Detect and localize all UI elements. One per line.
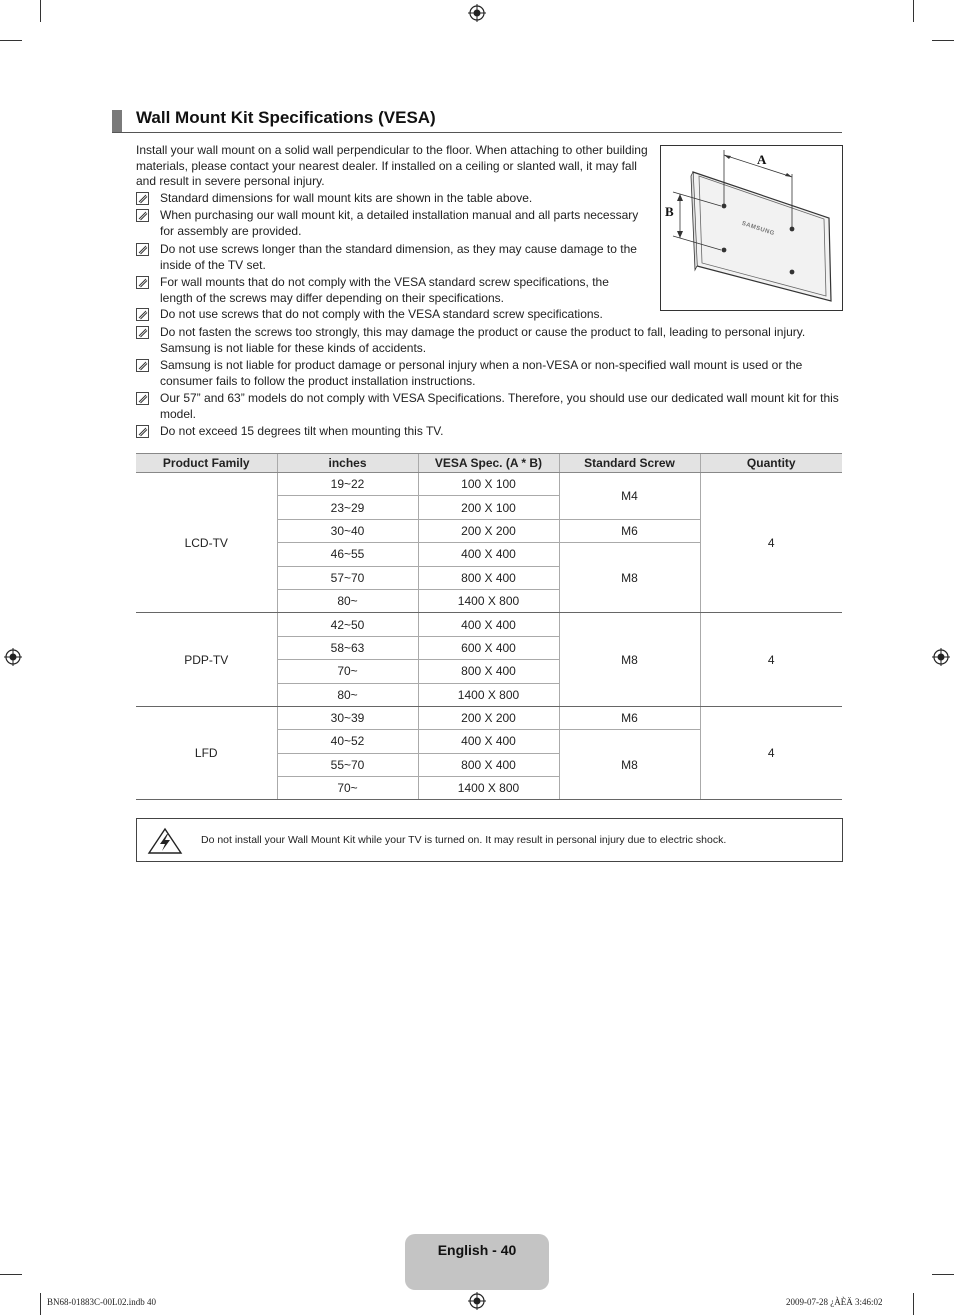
vesa-cell: 1400 X 800	[418, 683, 559, 706]
note-pencil-icon	[136, 209, 149, 222]
vesa-cell: 200 X 200	[418, 706, 559, 729]
inches-cell: 42~50	[277, 613, 418, 636]
crop-mark	[932, 1274, 954, 1275]
quantity-cell: 4	[700, 613, 842, 707]
title-marker	[112, 110, 122, 132]
note-text: Do not exceed 15 degrees tilt when mounting this TV.	[160, 424, 444, 438]
warning-text: Do not install your Wall Mount Kit while your TV is turned on. It may result in personal injury due to electric shock.	[201, 834, 727, 846]
screw-cell: M8	[559, 730, 700, 800]
note-pencil-icon	[136, 276, 149, 289]
vesa-cell: 800 X 400	[418, 753, 559, 776]
note-text: Do not fasten the screws too strongly, this may damage the product or cause the product to fall, leading to personal injury. Samsung is not liable for these kinds of accidents.	[160, 325, 806, 355]
product-family-cell: LCD-TV	[136, 473, 277, 613]
print-timestamp: 2009-07-28 ¿ÀÈÄ 3:46:02	[786, 1297, 883, 1307]
note-text: Samsung is not liable for product damage or personal injury when a non-VESA or non-specified wall mount is used or the consumer fails to follow the product installation instructions.	[160, 358, 803, 388]
note-item	[136, 242, 648, 274]
vesa-cell: 600 X 400	[418, 636, 559, 659]
screw-cell: M6	[559, 706, 700, 729]
column-header: VESA Spec. (A * B)	[418, 454, 559, 473]
inches-cell: 55~70	[277, 753, 418, 776]
vesa-cell: 400 X 400	[418, 543, 559, 566]
registration-mark-icon	[932, 648, 950, 666]
note-text: Do not use screws that do not comply with the VESA standard screw specifications.	[160, 307, 603, 321]
note-item	[136, 358, 842, 390]
inches-cell: 58~63	[277, 636, 418, 659]
print-file-info: BN68-01883C-00L02.indb 40	[47, 1297, 156, 1307]
vesa-cell: 200 X 100	[418, 496, 559, 519]
inches-cell: 19~22	[277, 473, 418, 496]
registration-mark-icon	[4, 648, 22, 666]
note-pencil-icon	[136, 392, 149, 405]
column-header: Standard Screw	[559, 454, 700, 473]
table-row	[136, 613, 842, 636]
wall-mount-diagram	[660, 145, 843, 311]
table-row	[136, 473, 842, 496]
dimension-label-a: A	[757, 152, 767, 167]
note-pencil-icon	[136, 425, 149, 438]
note-item	[136, 191, 648, 207]
crop-mark	[932, 40, 954, 41]
crop-mark	[913, 0, 914, 22]
crop-mark	[40, 1293, 41, 1315]
crop-mark	[40, 0, 41, 22]
vesa-cell: 800 X 400	[418, 660, 559, 683]
note-item	[136, 275, 648, 307]
inches-cell: 30~40	[277, 519, 418, 542]
vesa-cell: 800 X 400	[418, 566, 559, 589]
dimension-label-b: B	[665, 204, 674, 219]
inches-cell: 40~52	[277, 730, 418, 753]
note-text: For wall mounts that do not comply with the VESA standard screw specifications, the length of the screws may differ depending on their specifications.	[160, 275, 609, 305]
vesa-cell: 200 X 200	[418, 519, 559, 542]
note-text: When purchasing our wall mount kit, a detailed installation manual and all parts necessary for assembly are provided.	[160, 208, 639, 238]
section-header	[112, 108, 842, 133]
note-pencil-icon	[136, 359, 149, 372]
note-pencil-icon	[136, 326, 149, 339]
registration-mark-icon	[468, 1292, 486, 1310]
note-text: Do not use screws longer than the standard dimension, as they may cause damage to the inside of the TV set.	[160, 242, 637, 272]
inches-cell: 80~	[277, 589, 418, 612]
inches-cell: 30~39	[277, 706, 418, 729]
vesa-cell: 100 X 100	[418, 473, 559, 496]
product-family-cell: PDP-TV	[136, 613, 277, 707]
note-item	[136, 208, 648, 240]
note-pencil-icon	[136, 192, 149, 205]
column-header: Product Family	[136, 454, 277, 473]
vesa-cell: 400 X 400	[418, 613, 559, 636]
note-item	[136, 424, 842, 440]
column-header: Quantity	[700, 454, 842, 473]
screw-cell: M8	[559, 613, 700, 707]
inches-cell: 46~55	[277, 543, 418, 566]
screw-cell: M4	[559, 473, 700, 520]
quantity-cell: 4	[700, 706, 842, 800]
quantity-cell: 4	[700, 473, 842, 613]
vesa-cell: 1400 X 800	[418, 589, 559, 612]
inches-cell: 70~	[277, 660, 418, 683]
column-header: inches	[277, 454, 418, 473]
inches-cell: 23~29	[277, 496, 418, 519]
note-item	[136, 391, 842, 423]
registration-mark-icon	[468, 4, 486, 22]
note-text: Our 57” and 63” models do not comply with VESA Specifications. Therefore, you should use our dedicated wall mount kit for this model.	[160, 391, 839, 421]
screw-cell: M6	[559, 519, 700, 542]
inches-cell: 70~	[277, 777, 418, 800]
note-pencil-icon	[136, 243, 149, 256]
page-title: Wall Mount Kit Specifications (VESA)	[136, 108, 436, 127]
vesa-spec-table	[136, 453, 842, 800]
note-text: Standard dimensions for wall mount kits are shown in the table above.	[160, 191, 533, 205]
crop-mark	[913, 1293, 914, 1315]
lightning-hazard-icon	[147, 827, 183, 855]
page-number: English - 40	[437, 1242, 517, 1258]
crop-mark	[0, 1274, 22, 1275]
intro-paragraph: Install your wall mount on a solid wall perpendicular to the floor. When attaching to other building materials, please contact your nearest dealer. If installed on a ceiling or slanted wall, it may fall and result in severe personal injury.	[136, 143, 648, 188]
brand-logo: SAMSUNG	[740, 220, 776, 238]
warning-box	[136, 818, 843, 862]
crop-mark	[0, 40, 22, 41]
inches-cell: 80~	[277, 683, 418, 706]
note-item	[136, 325, 842, 357]
note-pencil-icon	[136, 308, 149, 321]
table-row	[136, 706, 842, 729]
vesa-cell: 1400 X 800	[418, 777, 559, 800]
table-header-row	[136, 454, 842, 473]
inches-cell: 57~70	[277, 566, 418, 589]
vesa-cell: 400 X 400	[418, 730, 559, 753]
product-family-cell: LFD	[136, 706, 277, 800]
screw-cell: M8	[559, 543, 700, 613]
page-number-tab	[405, 1234, 549, 1290]
